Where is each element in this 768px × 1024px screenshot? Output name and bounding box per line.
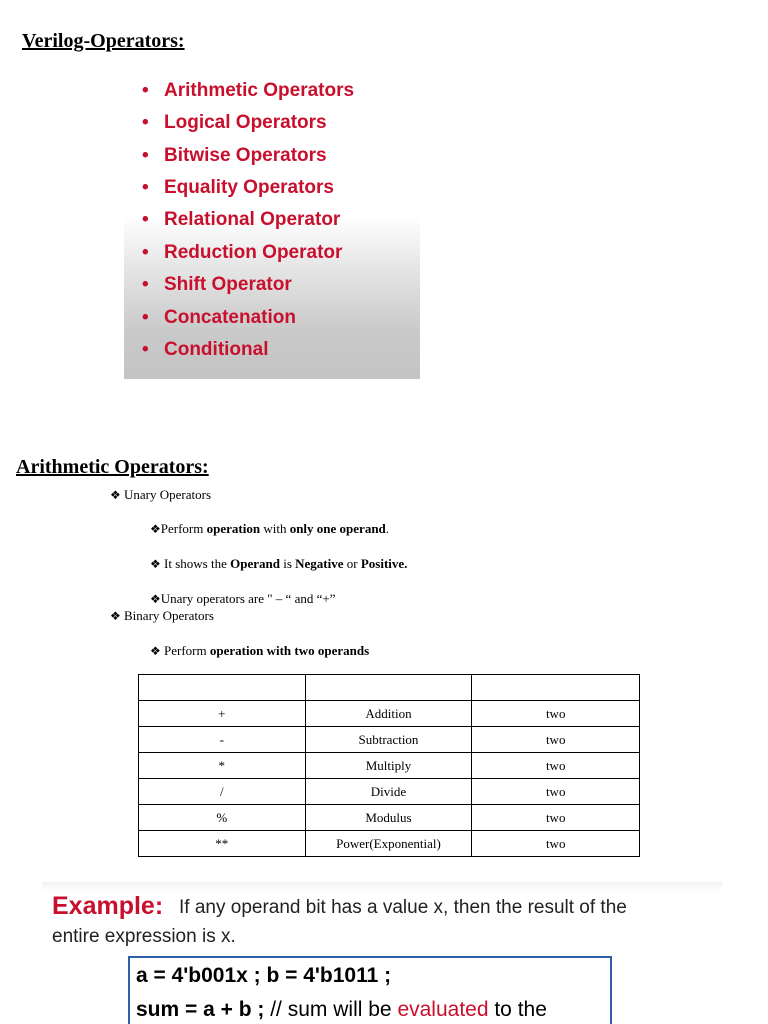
table-cell: Addition [305, 701, 472, 727]
unary-line-1 [150, 521, 389, 537]
operator-list-item [142, 339, 268, 361]
table-cell: Divide [305, 779, 472, 805]
table-cell: two [472, 779, 640, 805]
page-title: Verilog-Operators: [22, 30, 185, 52]
table-cell: two [472, 753, 640, 779]
operator-list-item [142, 177, 334, 199]
text-bold: Positive. [360, 556, 408, 571]
operator-label: Shift Operator [164, 274, 292, 295]
diamond-bullet-icon: ❖ [110, 609, 121, 623]
bullet-icon: • [142, 274, 149, 295]
table-cell: two [472, 727, 640, 753]
table-row [139, 675, 640, 701]
code-bold: sum = a + b ; [136, 998, 265, 1021]
example-image [42, 882, 722, 1024]
operator-label: Reduction Operator [164, 242, 343, 263]
text: is [279, 556, 296, 571]
bullet-icon: • [142, 80, 149, 101]
operator-label: Relational Operator [164, 209, 341, 230]
table-row [139, 701, 640, 727]
bullet-icon: • [142, 209, 149, 230]
text-bold: operation with two operands [209, 643, 370, 658]
table-cell [139, 675, 306, 701]
binary-label: Binary Operators [124, 608, 214, 623]
text: with [260, 521, 290, 536]
text: . [385, 521, 390, 536]
text-bold: Negative [295, 556, 344, 571]
operator-label: Logical Operators [164, 112, 327, 133]
text-bold: only one operand [289, 521, 386, 536]
diamond-bullet-icon: ❖ [150, 644, 161, 658]
code-box [128, 956, 612, 1024]
diamond-bullet-icon: ❖ [150, 522, 161, 536]
example-text-line-1: If any operand bit has a value x, then the result of the [179, 897, 627, 918]
operator-list-item [142, 274, 292, 296]
unary-label: Unary Operators [124, 487, 212, 502]
table-cell [472, 675, 640, 701]
text-bold: operation [206, 521, 261, 536]
bullet-icon: • [142, 339, 149, 360]
table-cell: * [139, 753, 306, 779]
table-row [139, 805, 640, 831]
operators-table [138, 674, 640, 857]
table-cell: Power(Exponential) [305, 831, 472, 857]
operator-label: Arithmetic Operators [164, 80, 355, 101]
diamond-bullet-icon: ❖ [110, 488, 121, 502]
example-text-line-2: entire expression is x. [52, 926, 236, 947]
text: Perform [160, 643, 210, 658]
code-comment: // sum will be [264, 998, 398, 1021]
unary-line-2 [150, 556, 407, 572]
bullet-icon: • [142, 177, 149, 198]
table-row [139, 753, 640, 779]
table-row [139, 727, 640, 753]
table-row [139, 831, 640, 857]
operator-label: Concatenation [164, 307, 296, 328]
text: Perform [160, 521, 207, 536]
diamond-bullet-icon: ❖ [150, 557, 161, 571]
table-cell: / [139, 779, 306, 805]
text: It shows the [160, 556, 231, 571]
table-row [139, 779, 640, 805]
diamond-bullet-icon: ❖ [150, 592, 161, 606]
operator-label: Conditional [164, 339, 269, 360]
code-line-1: a = 4'b001x ; b = 4'b1011 ; [136, 964, 392, 987]
bullet-icon: • [142, 307, 149, 328]
table-cell: Multiply [305, 753, 472, 779]
table-cell: two [472, 701, 640, 727]
bullet-icon: • [142, 242, 149, 263]
text-bold: Operand [230, 556, 280, 571]
code-line-2 [136, 998, 547, 1022]
code-comment: to the [488, 998, 547, 1021]
operator-list-item [142, 145, 327, 167]
table-cell: Subtraction [305, 727, 472, 753]
operator-label: Equality Operators [164, 177, 334, 198]
example-label: Example: [52, 892, 164, 920]
unary-operators-item [110, 487, 211, 503]
table-cell: % [139, 805, 306, 831]
binary-operators-item [110, 608, 214, 624]
operator-list-item [142, 307, 296, 329]
table-cell [305, 675, 472, 701]
operator-list-item [142, 80, 354, 102]
code-comment-red: evaluated [397, 998, 489, 1021]
operator-list-item [142, 209, 340, 231]
text: Unary operators are " – “ and “+” [160, 591, 336, 606]
operator-list-item [142, 242, 342, 264]
table-cell: Modulus [305, 805, 472, 831]
bullet-icon: • [142, 145, 149, 166]
table-cell: two [472, 805, 640, 831]
arithmetic-heading: Arithmetic Operators: [16, 456, 209, 478]
text: or [343, 556, 361, 571]
unary-line-3 [150, 591, 335, 607]
table-cell: two [472, 831, 640, 857]
table-cell: ** [139, 831, 306, 857]
table-cell: + [139, 701, 306, 727]
table-cell: - [139, 727, 306, 753]
operator-list-item [142, 112, 327, 134]
operators-image [124, 66, 420, 379]
bullet-icon: • [142, 112, 149, 133]
operator-label: Bitwise Operators [164, 145, 327, 166]
binary-line-1 [150, 643, 369, 659]
